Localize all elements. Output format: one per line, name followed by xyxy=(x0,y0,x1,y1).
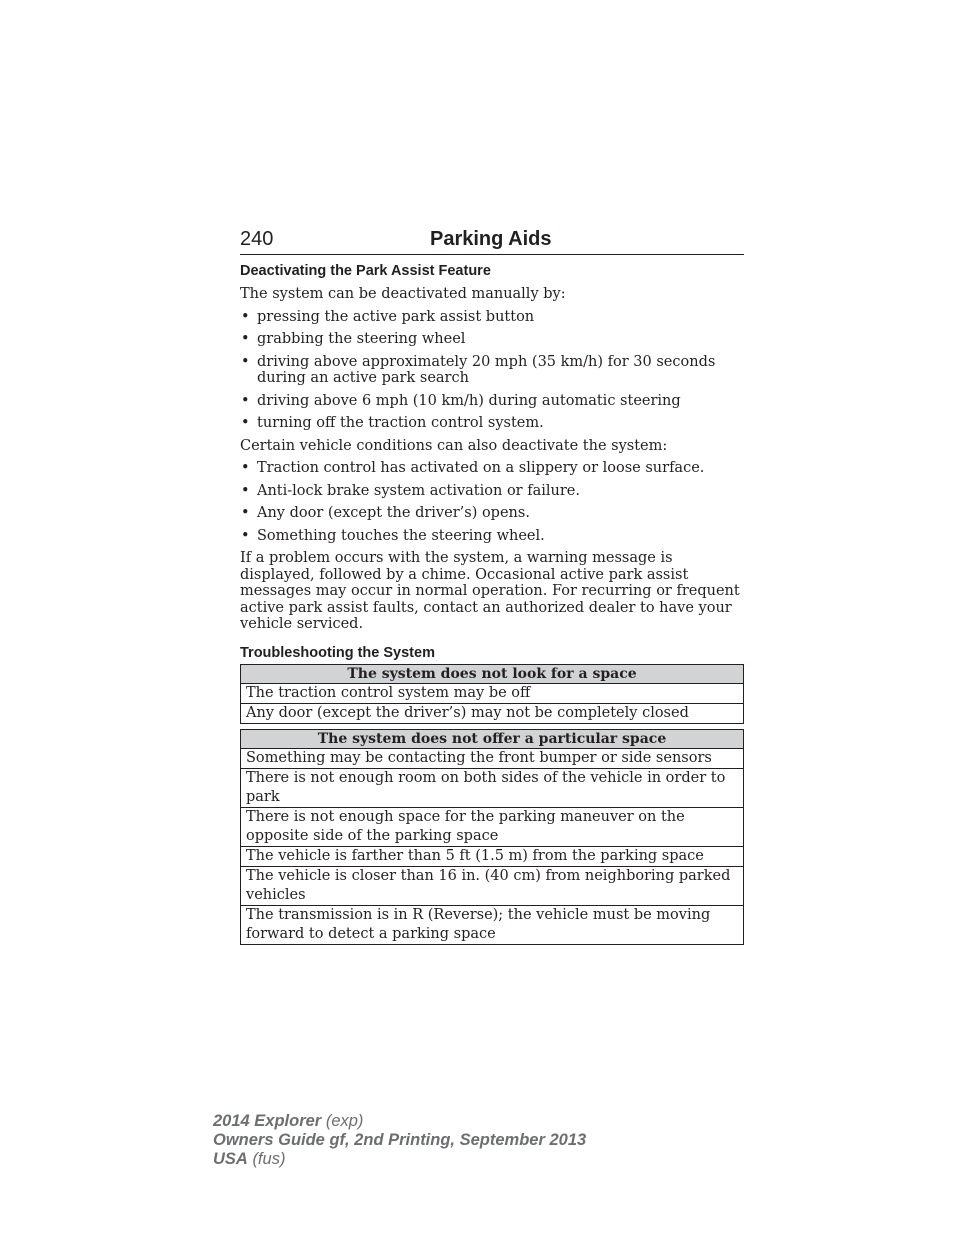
table-row xyxy=(241,905,744,944)
list-item: • Anti-lock brake system activation or failure. xyxy=(241,482,580,499)
page-header xyxy=(240,228,744,255)
page-number: 240 xyxy=(240,228,274,250)
table-row xyxy=(241,807,744,846)
manual-deactivation-list xyxy=(240,309,744,432)
table-cell: Something may be contacting the front bumper or side sensors xyxy=(241,748,744,768)
bullet-icon: • xyxy=(241,308,250,325)
footer-line-market: USA (fus) xyxy=(213,1150,286,1168)
conditions-intro: Certain vehicle conditions can also deactivate the system: xyxy=(240,437,668,454)
list-item: • Any door (except the driver’s) opens. xyxy=(241,505,530,521)
table-row xyxy=(241,866,744,905)
list-item: • grabbing the steering wheel xyxy=(241,331,466,347)
page-content xyxy=(240,228,744,950)
list-item: • driving above approximately 20 mph (35 km/h) for 30 seconds during an active park search xyxy=(241,353,716,386)
chapter-title: Parking Aids xyxy=(430,228,552,250)
table-row xyxy=(241,683,744,703)
list-item: • Traction control has activated on a slippery or loose surface. xyxy=(241,460,705,476)
footer-line-guide: Owners Guide gf, 2nd Printing, September 2013 xyxy=(213,1131,587,1149)
bullet-icon: • xyxy=(241,527,250,544)
table-header: The system does not offer a particular space xyxy=(241,729,744,748)
bullet-icon: • xyxy=(241,415,250,431)
list-item: • Something touches the steering wheel. xyxy=(241,527,545,544)
troubleshoot-table-no-offer xyxy=(240,729,744,945)
table-cell: There is not enough space for the parking maneuver on the opposite side of the parking space xyxy=(241,807,744,846)
list-item: • pressing the active park assist button xyxy=(241,308,535,325)
footer-line-model: 2014 Explorer (exp) xyxy=(213,1112,364,1130)
table-cell: Any door (except the driver’s) may not be completely closed xyxy=(241,703,744,723)
conditions-list xyxy=(240,460,744,544)
table-row xyxy=(241,748,744,768)
bullet-icon: • xyxy=(241,505,250,521)
table-cell: The traction control system may be off xyxy=(241,683,744,703)
table-row xyxy=(241,768,744,807)
table-cell: There is not enough room on both sides of the vehicle in order to park xyxy=(241,768,744,807)
bullet-icon: • xyxy=(241,482,250,499)
section-heading-troubleshooting: Troubleshooting the System xyxy=(240,644,435,661)
table-cell: The vehicle is closer than 16 in. (40 cm) from neighboring parked vehicles xyxy=(241,866,744,905)
troubleshoot-table-no-search xyxy=(240,664,744,724)
problem-paragraph: If a problem occurs with the system, a warning message is displayed, followed by a chime. Occasional active park assist messages may occur in normal operation. For recurring or frequent active park assist faults, contact an authorized dealer to have your vehicle serviced. xyxy=(240,550,740,632)
bullet-icon: • xyxy=(241,353,250,370)
manual-intro: The system can be deactivated manually by: xyxy=(240,286,566,302)
table-cell: The transmission is in R (Reverse); the vehicle must be moving forward to detect a parking space xyxy=(241,905,744,944)
bullet-icon: • xyxy=(241,331,250,347)
list-item: • driving above 6 mph (10 km/h) during automatic steering xyxy=(241,392,681,409)
section-heading-deactivating: Deactivating the Park Assist Feature xyxy=(240,263,491,279)
page-footer xyxy=(213,1112,586,1169)
table-header: The system does not look for a space xyxy=(241,664,744,683)
bullet-icon: • xyxy=(241,460,250,476)
table-row xyxy=(241,703,744,723)
table-row xyxy=(241,846,744,866)
bullet-icon: • xyxy=(241,392,250,409)
list-item: • turning off the traction control system. xyxy=(241,415,544,431)
table-cell: The vehicle is farther than 5 ft (1.5 m) from the parking space xyxy=(241,846,744,866)
